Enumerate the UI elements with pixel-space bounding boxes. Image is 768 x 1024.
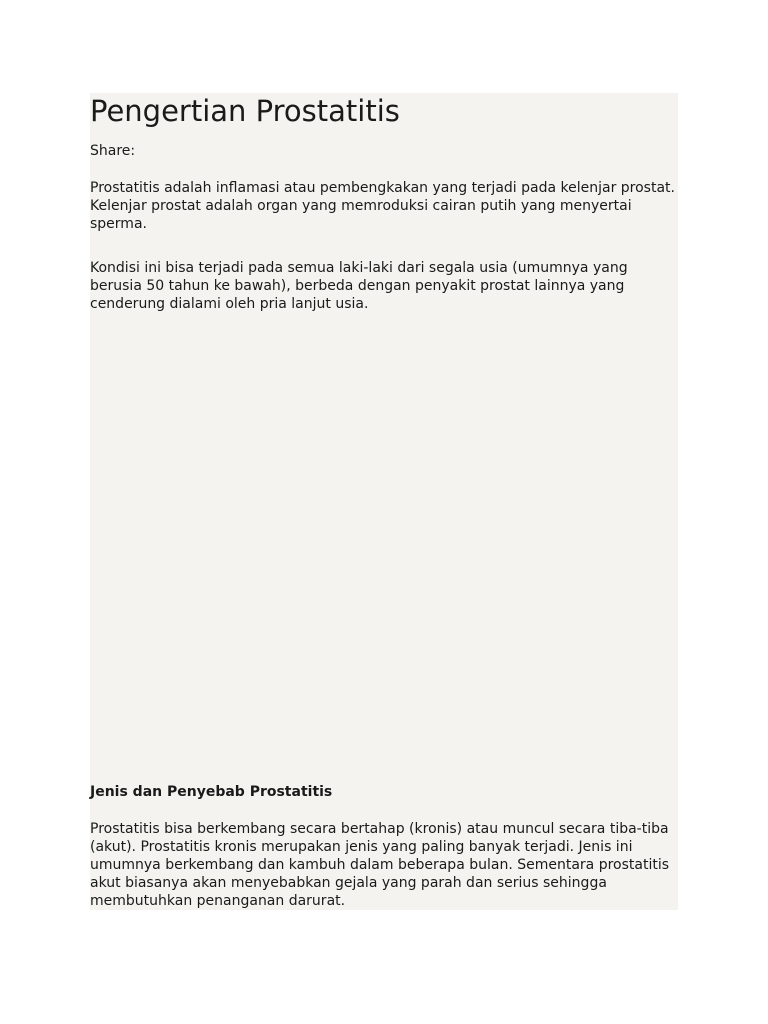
- intro-paragraph: Prostatitis adalah inflamasi atau pembengkakan yang terjadi pada kelenjar prostat. Kelenjar prostat adalah organ yang memroduksi cairan putih yang menyertai sperma.: [90, 180, 675, 232]
- share-label: Share:: [90, 143, 136, 159]
- section-paragraph: Prostatitis bisa berkembang secara bertahap (kronis) atau muncul secara tiba-tiba (akut). Prostatitis kronis merupakan jenis yang paling banyak terjadi. Jenis ini umumnya berkembang dan kambuh dalam beberapa bulan. Sementara prostatitis akut biasanya akan menyebabkan gejala yang parah dan serius sehingga membutuhkan penanganan darurat.: [90, 821, 670, 909]
- age-paragraph: Kondisi ini bisa terjadi pada semua laki-laki dari segala usia (umumnya yang berusia 50 tahun ke bawah), berbeda dengan penyakit prostat lainnya yang cenderung dialami oleh pria lanjut usia.: [90, 260, 628, 312]
- page-title: Pengertian Prostatitis: [90, 94, 400, 128]
- article-content: [90, 93, 678, 910]
- section-heading: Jenis dan Penyebab Prostatitis: [90, 784, 333, 800]
